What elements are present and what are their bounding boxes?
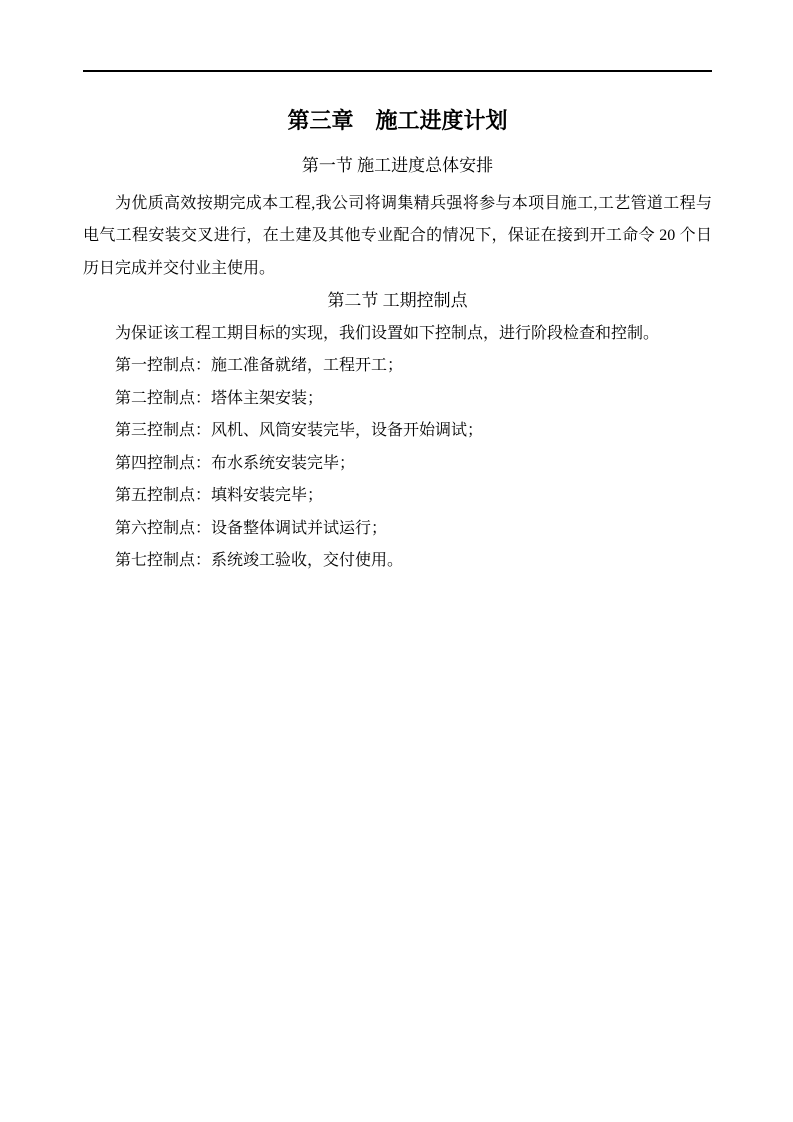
section-2-heading: 第二节 工期控制点 — [327, 291, 468, 310]
control-point-item: 第七控制点：系统竣工验收，交付使用。 — [115, 552, 404, 569]
control-point-item: 第二控制点：塔体主架安装； — [115, 389, 324, 407]
control-point-item: 第一控制点：施工准备就绪，工程开工； — [115, 357, 404, 374]
control-point-item: 第四控制点：布水系统安装完毕； — [115, 454, 356, 472]
control-point-item: 第六控制点：设备整体调试并试运行； — [115, 519, 388, 537]
header-rule — [83, 70, 712, 72]
section-1-heading: 第一节 施工进度总体安排 — [301, 156, 494, 175]
section-2-intro-paragraph: 为保证该工程工期目标的实现，我们设置如下控制点，进行阶段检查和控制。 — [115, 324, 660, 342]
section-1-paragraph: 为优质高效按期完成本工程,我公司将调集精兵强将参与本项目施工,工艺管道工程与电气工程安装交叉进行，在土建及其他专业配合的情况下，保证在接到开工命令 20 个日历日完成并交付业主使用。 — [83, 194, 712, 277]
header-area — [83, 0, 712, 70]
control-point-item: 第五控制点：填料安装完毕； — [115, 487, 324, 504]
chapter-title: 第三章 施工进度计划 — [287, 108, 508, 133]
control-point-item: 第三控制点：风机、风筒安装完毕，设备开始调试； — [115, 422, 484, 439]
